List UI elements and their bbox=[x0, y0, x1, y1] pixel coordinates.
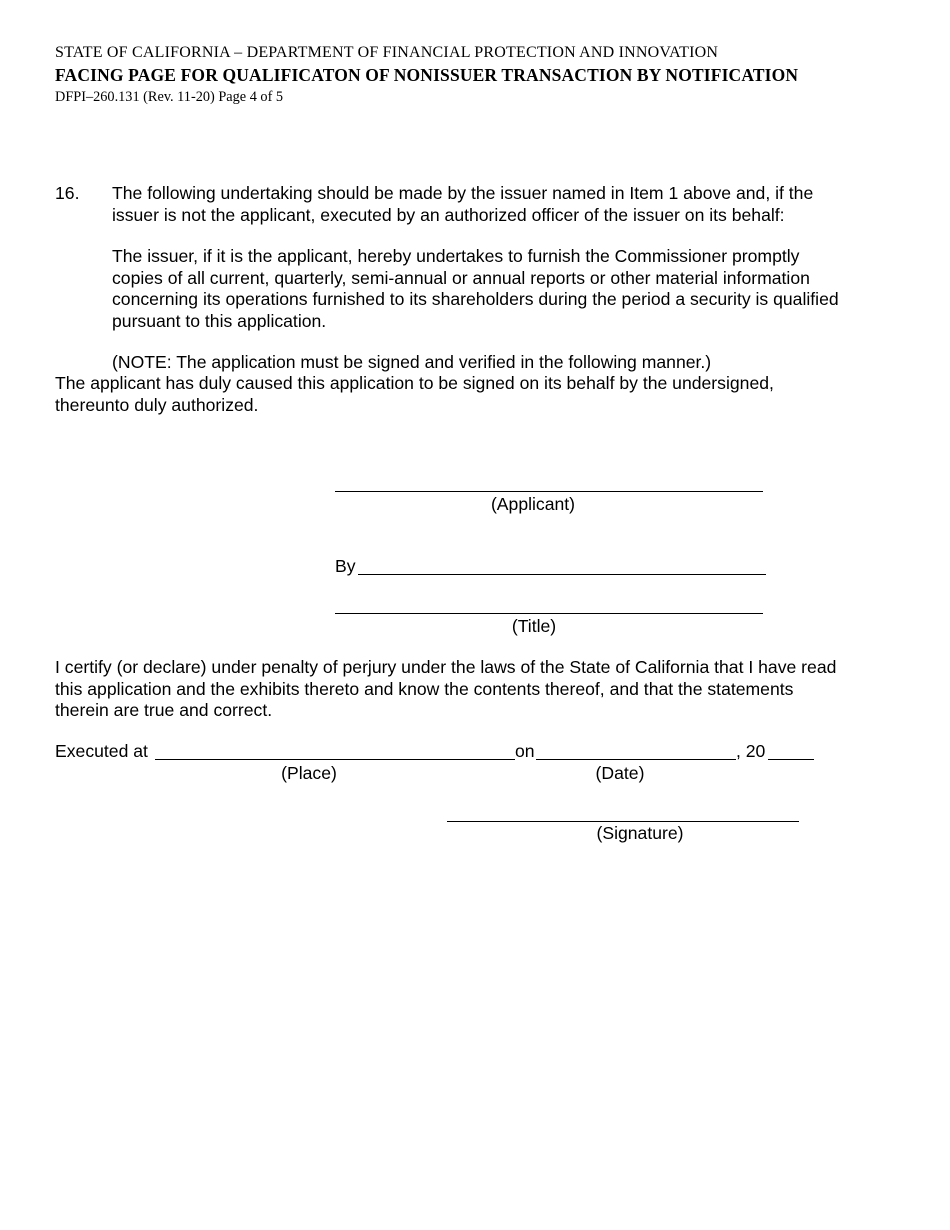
year-line[interactable] bbox=[768, 759, 814, 760]
undertaking-line4: pursuant to this application. bbox=[112, 311, 327, 331]
final-signature-line[interactable] bbox=[447, 821, 799, 822]
year-prefix: , 20 bbox=[736, 741, 766, 761]
undertaking-line3: concerning its operations furnished to its shareholders during the period a security is qualified bbox=[112, 289, 839, 309]
authorization-line2: thereunto duly authorized. bbox=[55, 395, 259, 415]
place-line[interactable] bbox=[155, 759, 515, 760]
applicant-signature-line[interactable] bbox=[335, 491, 763, 492]
undertaking-line2: copies of all current, quarterly, semi-annual or annual reports or other material information bbox=[112, 268, 810, 288]
authorization-line1: The applicant has duly caused this application to be signed on its behalf by the undersigned, bbox=[55, 373, 774, 393]
item16-intro-line1: The following undertaking should be made by the issuer named in Item 1 above and, if the bbox=[112, 183, 814, 203]
applicant-label: (Applicant) bbox=[490, 494, 576, 514]
signature-label: (Signature) bbox=[596, 823, 684, 843]
by-signature-line[interactable] bbox=[358, 574, 766, 575]
note: (NOTE: The application must be signed and verified in the following manner.) bbox=[112, 352, 712, 372]
title-label: (Title) bbox=[511, 616, 557, 636]
place-label: (Place) bbox=[281, 763, 337, 783]
form-id: DFPI–260.131 (Rev. 11-20) Page 4 of 5 bbox=[55, 89, 284, 105]
date-label: (Date) bbox=[595, 763, 645, 783]
on-label: on bbox=[515, 741, 535, 761]
certification-line3: therein are true and correct. bbox=[55, 700, 273, 720]
agency-header: STATE OF CALIFORNIA – DEPARTMENT OF FINANCIAL PROTECTION AND INNOVATION bbox=[55, 44, 719, 61]
executed-at-label: Executed at bbox=[55, 741, 148, 761]
date-line[interactable] bbox=[536, 759, 736, 760]
form-title: FACING PAGE FOR QUALIFICATON OF NONISSUER TRANSACTION BY NOTIFICATION bbox=[55, 65, 799, 85]
by-label: By bbox=[335, 556, 356, 576]
item-number: 16. bbox=[55, 183, 80, 203]
undertaking-line1: The issuer, if it is the applicant, hereby undertakes to furnish the Commissioner promptly bbox=[112, 246, 800, 266]
certification-line1: I certify (or declare) under penalty of perjury under the laws of the State of California that I have read bbox=[55, 657, 837, 677]
title-signature-line[interactable] bbox=[335, 613, 763, 614]
item16-intro-line2: issuer is not the applicant, executed by an authorized officer of the issuer on its behalf: bbox=[112, 205, 785, 225]
certification-line2: this application and the exhibits thereto and know the contents thereof, and that the statements bbox=[55, 679, 794, 699]
